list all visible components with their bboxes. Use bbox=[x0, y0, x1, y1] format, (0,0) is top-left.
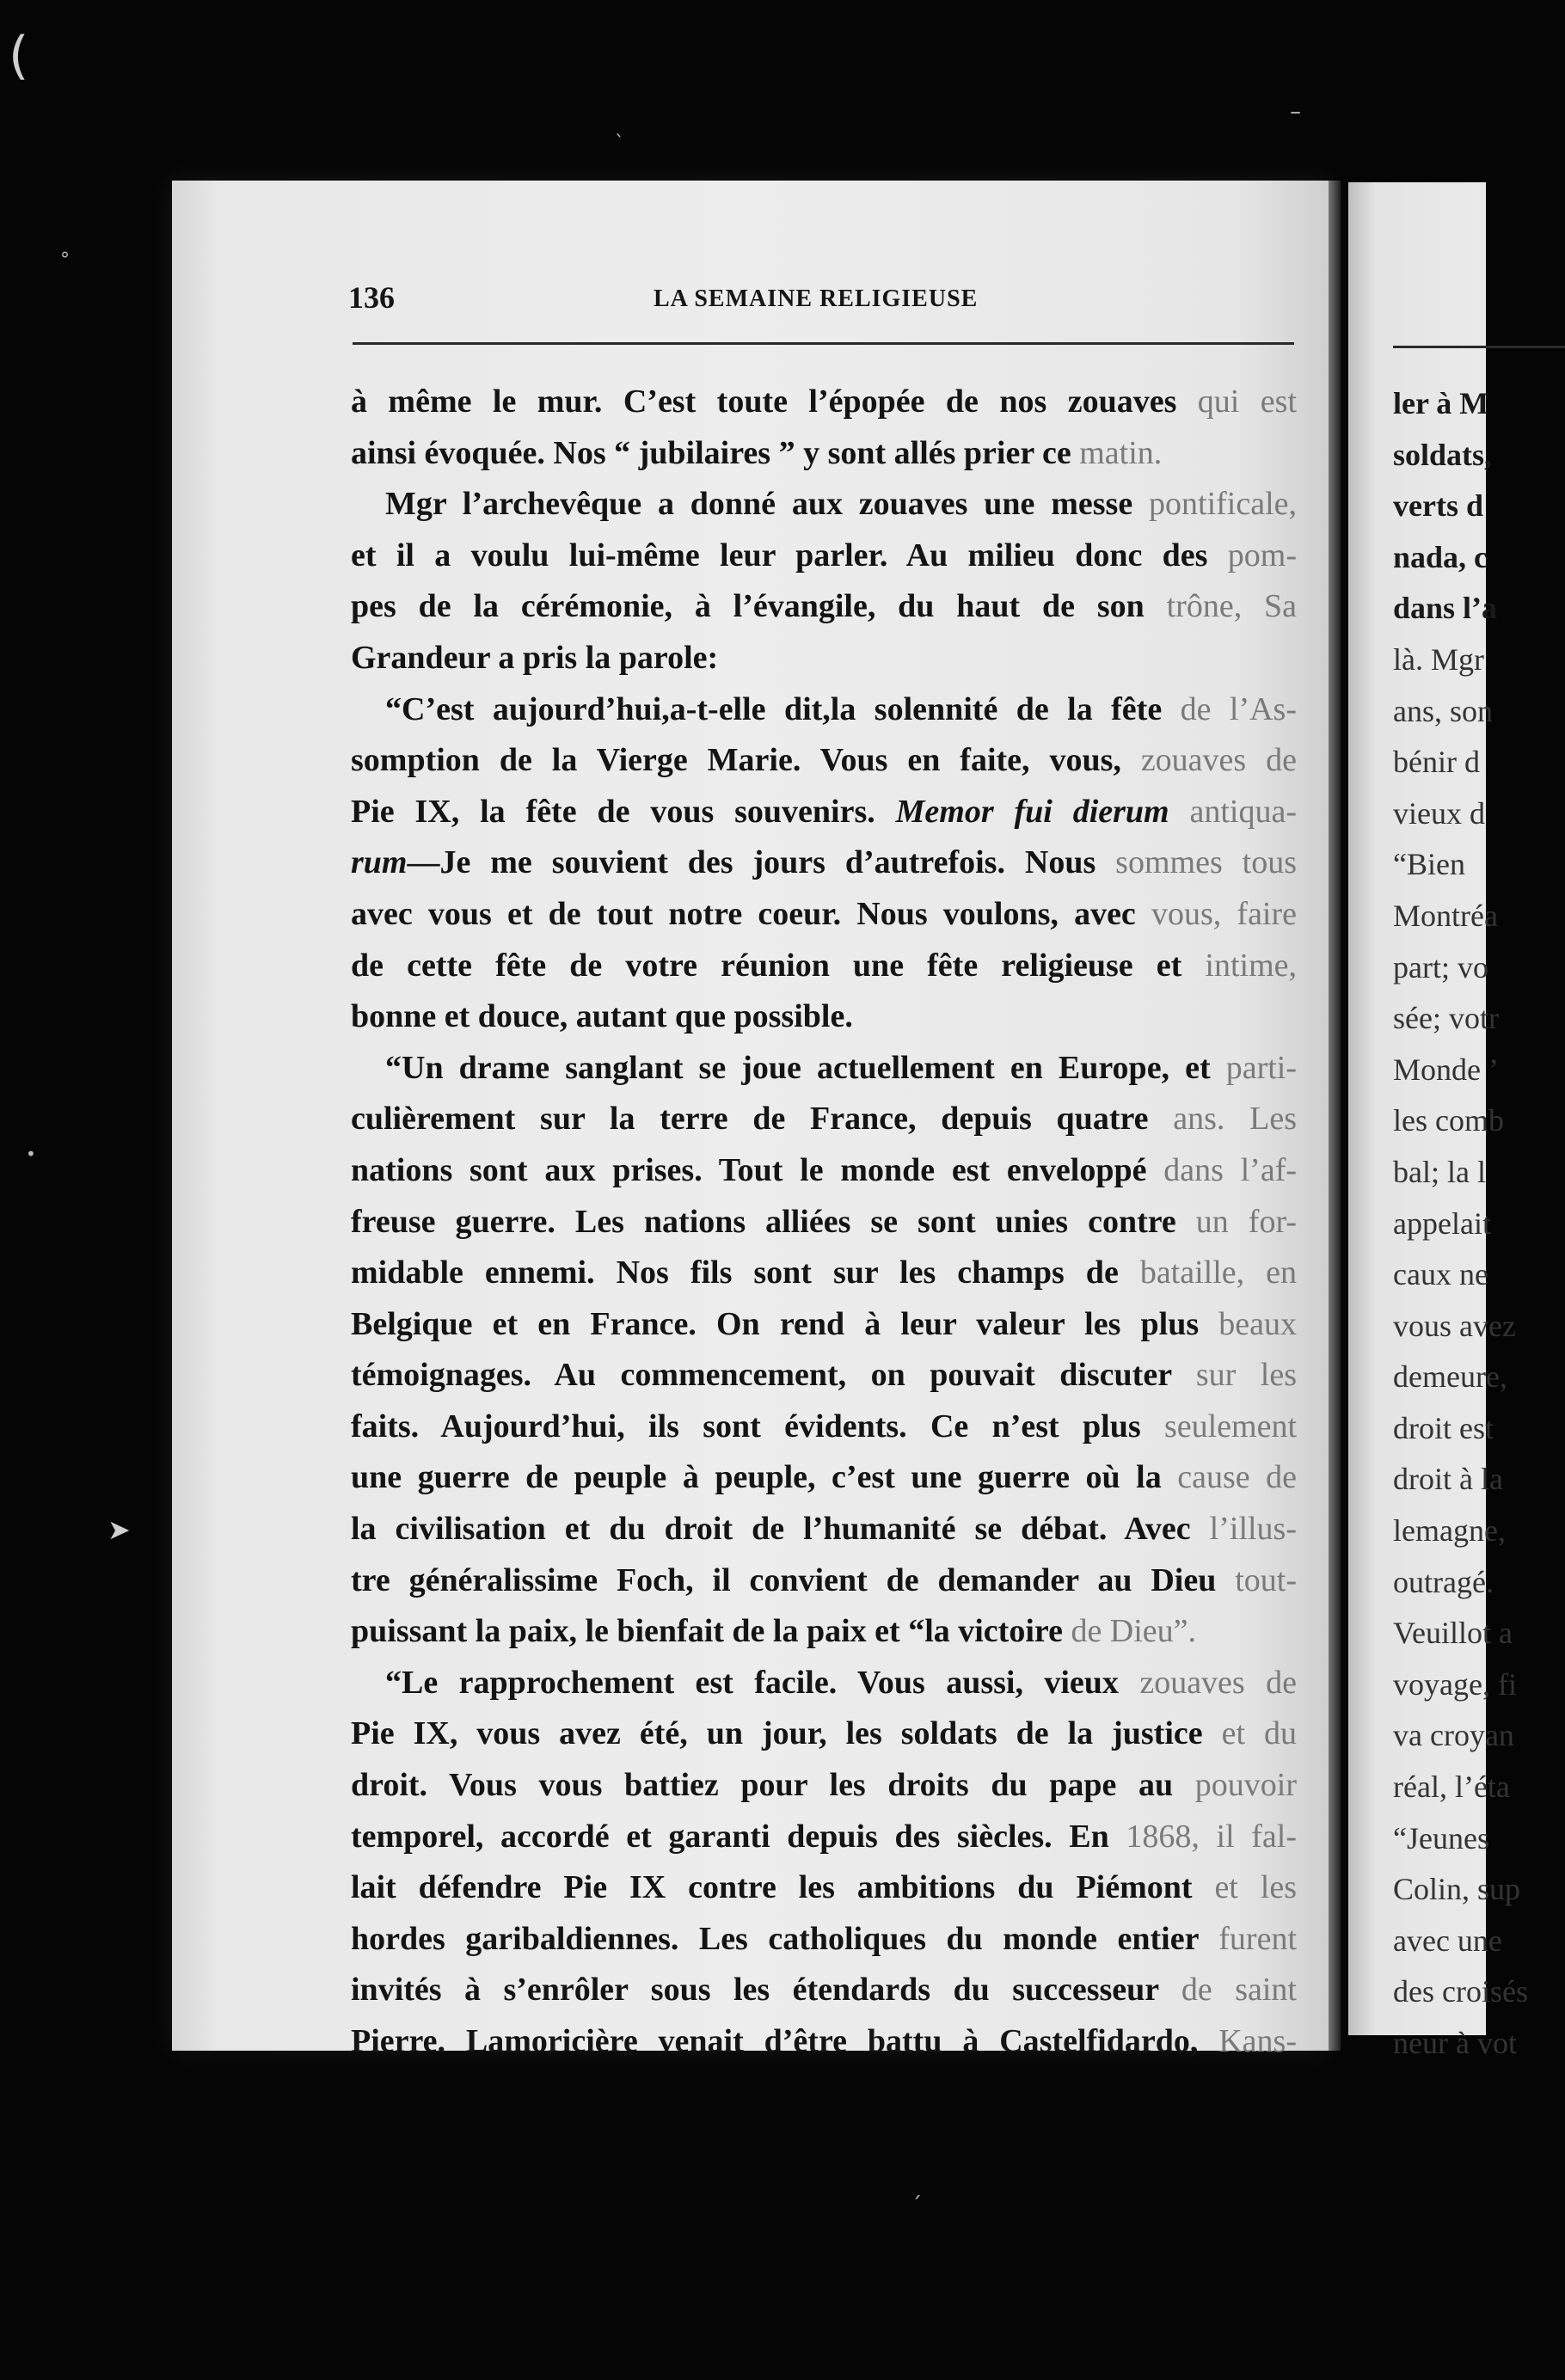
next-page-line: dans l’a bbox=[1393, 591, 1498, 626]
text-main: Pie IX, la fête de vous souvenirs. bbox=[351, 793, 896, 830]
text-main: “Un drame sanglant se joue actuellement en Europe, et bbox=[385, 1049, 1226, 1086]
text-main: tre généralissime Foch, il convient de demander au Dieu bbox=[351, 1561, 1236, 1598]
text-faded-end: parti- bbox=[1225, 1049, 1297, 1086]
text-faded-end: Kans- bbox=[1218, 2023, 1297, 2059]
text-line bbox=[351, 684, 1297, 736]
next-page-line: ler à M bbox=[1393, 386, 1489, 420]
text-line bbox=[351, 1965, 1297, 2016]
text-line bbox=[351, 1145, 1297, 1197]
text-line bbox=[351, 1812, 1297, 1863]
next-page-line: neur à vot bbox=[1393, 2026, 1517, 2060]
text-faded-end: vous, faire bbox=[1151, 895, 1298, 932]
text-main: la civilisation et du droit de l’humanité se débat. Avec bbox=[351, 1511, 1210, 1548]
text-main: ainsi évoquée. Nos “ jubilaires ” y sont allés prier ce bbox=[351, 434, 1080, 471]
text-main: —Je me souvient des jours d’autrefois. Nous bbox=[407, 844, 1116, 881]
text-line bbox=[351, 1043, 1297, 1095]
next-page-line: droit est bbox=[1393, 1410, 1494, 1445]
next-page-line: des croisés bbox=[1393, 1974, 1528, 2009]
text-line bbox=[351, 2016, 1297, 2068]
text-faded-end: et les bbox=[1214, 1869, 1297, 1906]
text-line bbox=[351, 1504, 1297, 1555]
text-line bbox=[351, 1760, 1297, 1812]
text-main: puissant la paix, le bienfait de la paix et “la victoire bbox=[351, 1613, 1071, 1650]
next-page-line: Montréa bbox=[1393, 898, 1498, 933]
next-page-line: les comb bbox=[1393, 1103, 1504, 1138]
text-faded-end: pom- bbox=[1227, 537, 1297, 574]
text-line bbox=[351, 479, 1297, 531]
text-faded-end: un for- bbox=[1195, 1203, 1298, 1240]
text-main: à même le mur. C’est toute l’épopée de nos zouaves bbox=[351, 383, 1198, 420]
scan-speck: ˏ bbox=[911, 2175, 922, 2199]
next-page-header-rule bbox=[1393, 346, 1565, 348]
text-line bbox=[351, 633, 1297, 684]
text-line bbox=[351, 991, 1297, 1043]
next-page-line: caux ne bbox=[1393, 1257, 1488, 1292]
next-page-line: Monde ’ bbox=[1393, 1052, 1499, 1087]
next-page-line: sée; votr bbox=[1393, 1001, 1499, 1036]
running-head: LA SEMAINE RELIGIEUSE bbox=[654, 285, 979, 312]
text-main: Grandeur a pris la parole: bbox=[351, 639, 719, 676]
next-page-line: lemagne, bbox=[1393, 1513, 1506, 1549]
text-main: temporel, accordé et garanti depuis des siècles. En bbox=[351, 1818, 1126, 1855]
text-line bbox=[351, 1658, 1297, 1709]
text-line bbox=[351, 1452, 1297, 1504]
text-line bbox=[351, 1914, 1297, 1966]
text-line bbox=[351, 1299, 1297, 1351]
text-main: Mgr l’archevêque a donné aux zouaves une messe bbox=[385, 486, 1150, 523]
text-main: freuse guerre. Les nations alliées se sont unies contre bbox=[351, 1203, 1196, 1240]
text-faded-end: de Dieu”. bbox=[1071, 1613, 1197, 1650]
text-faded-end: matin. bbox=[1079, 434, 1163, 471]
text-main: Pie IX, vous avez été, un jour, les soldats de la justice bbox=[351, 1715, 1222, 1752]
text-main: et il a voulu lui-même leur parler. Au milieu donc des bbox=[351, 537, 1228, 574]
text-faded-end: pouvoir bbox=[1194, 1767, 1297, 1804]
next-page-line: droit à la bbox=[1393, 1462, 1503, 1497]
text-main: faits. Aujourd’hui, ils sont évidents. Ce n’est plus bbox=[351, 1408, 1164, 1445]
scan-speck: • bbox=[26, 1144, 36, 1164]
text-faded-end: beaux bbox=[1218, 1305, 1297, 1342]
next-page-line: réal, l’éta bbox=[1393, 1770, 1510, 1805]
next-page-line: vieux d bbox=[1393, 795, 1485, 831]
italic-text: rum bbox=[351, 844, 408, 881]
text-main: avec vous et de tout notre coeur. Nous voulons, avec bbox=[351, 895, 1151, 932]
body-text bbox=[351, 377, 1297, 2068]
next-page-fragment bbox=[1348, 182, 1528, 2060]
page-gutter bbox=[1329, 181, 1341, 2051]
text-line bbox=[351, 787, 1297, 838]
text-faded-end: trône, Sa bbox=[1166, 588, 1298, 625]
text-faded-end: et du bbox=[1221, 1715, 1297, 1752]
next-page-text bbox=[1393, 378, 1528, 2070]
next-page-line: Colin, sup bbox=[1393, 1872, 1521, 1907]
text-main: midable ennemi. Nos fils sont sur les champs de bbox=[351, 1254, 1140, 1291]
next-page-line: nada, c bbox=[1393, 539, 1488, 574]
text-line bbox=[351, 1555, 1297, 1607]
next-page-line: “Jeunes bbox=[1393, 1820, 1489, 1856]
next-page-line: demeure, bbox=[1393, 1359, 1507, 1395]
text-line bbox=[351, 428, 1297, 480]
page-number: 136 bbox=[348, 280, 395, 315]
text-main: une guerre de peuple à peuple, c’est une guerre où la bbox=[351, 1459, 1178, 1496]
text-main: lait défendre Pie IX contre les ambitions du Piémont bbox=[351, 1869, 1215, 1906]
scan-mark-top-left: ( bbox=[9, 26, 29, 86]
text-faded-end: zouaves de bbox=[1139, 1664, 1297, 1701]
next-page-line: là. Mgr bbox=[1393, 641, 1484, 677]
text-faded-end: pontificale, bbox=[1149, 486, 1297, 523]
text-main: de cette fête de votre réunion une fête religieuse et bbox=[351, 947, 1206, 984]
text-main: témoignages. Au commencement, on pouvait discuter bbox=[351, 1357, 1196, 1394]
italic-text: Memor fui dierum bbox=[895, 793, 1190, 830]
text-main: nations sont aux prises. Tout le monde est enveloppé bbox=[351, 1151, 1164, 1188]
text-line bbox=[351, 837, 1297, 889]
next-page-line: avec une bbox=[1393, 1923, 1502, 1958]
text-main: invités à s’enrôler sous les étendards du successeur bbox=[351, 1972, 1181, 2009]
text-faded-end: bataille, en bbox=[1139, 1254, 1297, 1291]
text-faded-end: seulement bbox=[1163, 1408, 1297, 1445]
next-page-line: ans, son bbox=[1393, 693, 1493, 728]
text-line bbox=[351, 941, 1297, 992]
text-line bbox=[351, 581, 1297, 633]
text-faded-end: tout- bbox=[1235, 1561, 1297, 1598]
text-main: Pierre. Lamoricière venait d’être battu à Castelfidardo, bbox=[351, 2023, 1219, 2059]
text-faded-end: l’illus- bbox=[1209, 1511, 1297, 1548]
text-line bbox=[351, 1606, 1297, 1658]
text-main: droit. Vous vous battiez pour les droits du pape au bbox=[351, 1767, 1195, 1804]
text-line bbox=[351, 1708, 1297, 1760]
text-line bbox=[351, 1197, 1297, 1248]
text-main: pes de la cérémonie, à l’évangile, du haut de son bbox=[351, 588, 1167, 625]
text-line bbox=[351, 1094, 1297, 1145]
text-line bbox=[351, 1402, 1297, 1453]
text-main: somption de la Vierge Marie. Vous en faite, vous, bbox=[351, 742, 1141, 779]
text-main: hordes garibaldiennes. Les catholiques du monde entier bbox=[351, 1920, 1219, 1957]
text-line bbox=[351, 1248, 1297, 1299]
text-faded-end: furent bbox=[1218, 1920, 1297, 1957]
text-faded-end: de l’As- bbox=[1180, 690, 1297, 727]
text-line bbox=[351, 1862, 1297, 1914]
text-faded-end: intime, bbox=[1205, 947, 1297, 984]
next-page-line: outragé. bbox=[1393, 1564, 1494, 1599]
scan-speck: – bbox=[1290, 99, 1301, 125]
book-page bbox=[172, 181, 1329, 2059]
text-main: culièrement sur la terre de France, depuis quatre bbox=[351, 1101, 1174, 1138]
text-line bbox=[351, 735, 1297, 787]
next-page-line: verts d bbox=[1393, 488, 1483, 524]
next-page-line: bénir d bbox=[1393, 745, 1480, 780]
next-page-line: voyage, fi bbox=[1393, 1666, 1517, 1702]
next-page-line: soldats, bbox=[1393, 437, 1493, 472]
text-faded-end: ans. Les bbox=[1173, 1101, 1297, 1138]
scan-speck: ➤ bbox=[107, 1513, 131, 1546]
text-main: “C’est aujourd’hui,a-t-elle dit,la solennité de la fête bbox=[385, 690, 1181, 727]
text-main: bonne et douce, autant que possible. bbox=[351, 998, 853, 1035]
text-faded-end: antiqua- bbox=[1189, 793, 1298, 830]
text-faded-end: qui est bbox=[1197, 383, 1297, 420]
next-page-line: Veuillot a bbox=[1393, 1616, 1513, 1651]
header-rule bbox=[353, 342, 1294, 345]
text-faded-end: dans l’af- bbox=[1163, 1151, 1298, 1188]
next-page-line: appelait bbox=[1393, 1205, 1491, 1241]
next-page-line: vous avez bbox=[1393, 1308, 1516, 1343]
scan-speck: ˎ bbox=[615, 116, 624, 138]
next-page-line: bal; la l bbox=[1393, 1154, 1486, 1189]
text-line bbox=[351, 377, 1297, 428]
text-main: Belgique et en France. On rend à leur valeur les plus bbox=[351, 1305, 1219, 1342]
text-faded-end: sur les bbox=[1195, 1357, 1298, 1394]
next-page-line: va croyan bbox=[1393, 1718, 1514, 1753]
text-main: “Le rapprochement est facile. Vous aussi, vieux bbox=[385, 1664, 1140, 1701]
text-faded-end: cause de bbox=[1177, 1459, 1297, 1496]
text-faded-end: de saint bbox=[1181, 1972, 1297, 2009]
text-line bbox=[351, 1350, 1297, 1402]
next-page-line: “Bien bbox=[1393, 847, 1465, 882]
text-line bbox=[351, 531, 1297, 582]
next-page-line: part; vo bbox=[1393, 949, 1488, 985]
scan-speck: ° bbox=[60, 249, 70, 271]
text-faded-end: sommes tous bbox=[1115, 844, 1297, 881]
text-faded-end: zouaves de bbox=[1140, 742, 1297, 779]
text-faded-end: 1868, il fal- bbox=[1126, 1818, 1297, 1855]
text-line bbox=[351, 889, 1297, 941]
